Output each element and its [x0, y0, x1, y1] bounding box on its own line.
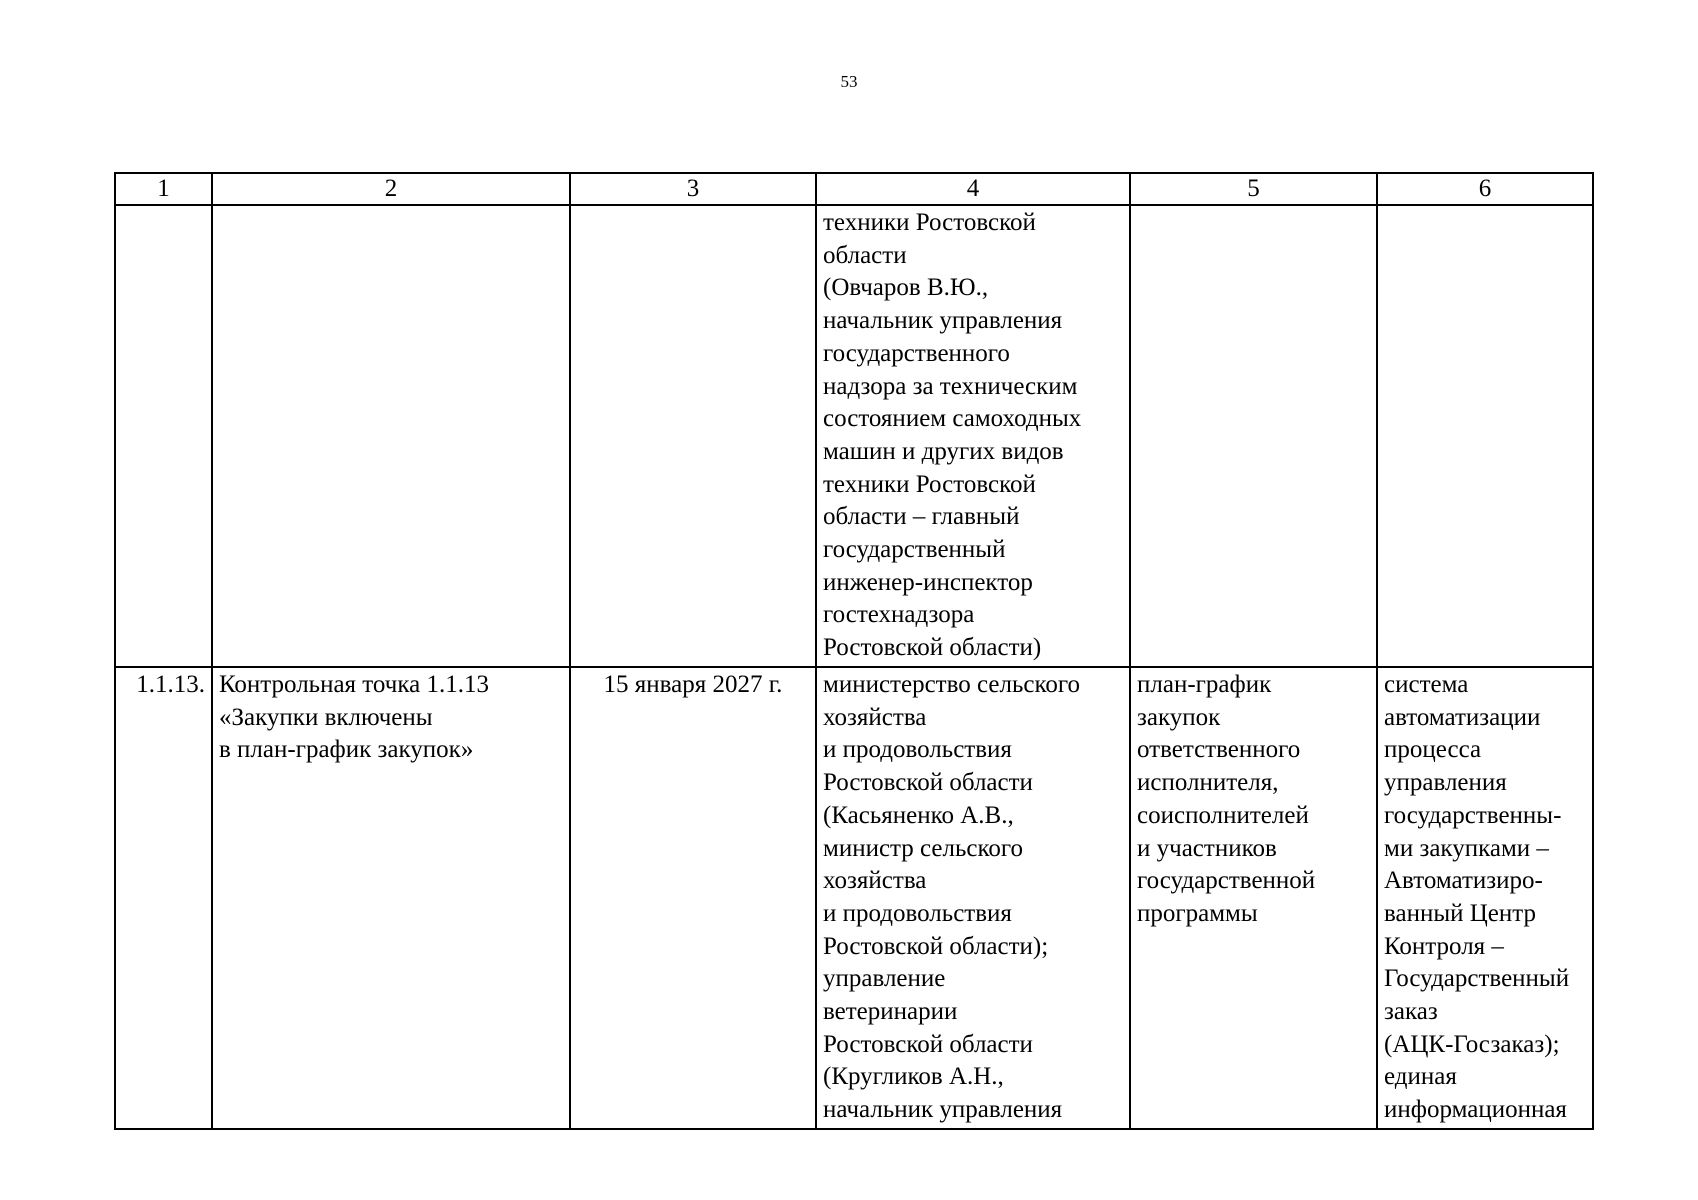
column-header-2: 2	[212, 173, 570, 205]
column-header-6: 6	[1377, 173, 1593, 205]
cell-responsible: техники Ростовской области (Овчаров В.Ю., начальник управления государственного надзора за техническим состоянием самоходных машин и других видов техники Ростовской области – главный государственный инженер-инспектор гостехнадзора Ростовской области)	[816, 205, 1130, 667]
cell-name: Контрольная точка 1.1.13 «Закупки включены в план-график закупок»	[212, 667, 570, 1129]
cell-document: план-график закупок ответственного исполнителя, соисполнителей и участников государственной программы	[1130, 667, 1377, 1129]
page-number: 53	[840, 72, 858, 91]
column-header-3: 3	[570, 173, 816, 205]
column-header-1: 1	[115, 173, 212, 205]
cell-number	[115, 205, 212, 667]
cell-information-system	[1377, 205, 1593, 667]
table-row	[115, 205, 1593, 667]
cell-responsible: министерство сельского хозяйства и продовольствия Ростовской области (Касьяненко А.В., министр сельского хозяйства и продовольствия Ростовской области); управление ветеринарии Ростовской области (Кругликов А.Н., начальник управления	[816, 667, 1130, 1129]
table-row	[115, 667, 1593, 1129]
column-header-4: 4	[816, 173, 1130, 205]
cell-number: 1.1.13.	[115, 667, 212, 1129]
column-header-5: 5	[1130, 173, 1377, 205]
cell-document	[1130, 205, 1377, 667]
cell-information-system: система автоматизации процесса управления государственны- ми закупками – Автоматизиро- ванный Центр Контроля – Государственный заказ (АЦК-Госзаказ); единая информационная	[1377, 667, 1593, 1129]
cell-date	[570, 205, 816, 667]
header-row	[115, 173, 1593, 205]
data-table	[114, 172, 1594, 1130]
cell-date: 15 января 2027 г.	[570, 667, 816, 1129]
cell-name	[212, 205, 570, 667]
